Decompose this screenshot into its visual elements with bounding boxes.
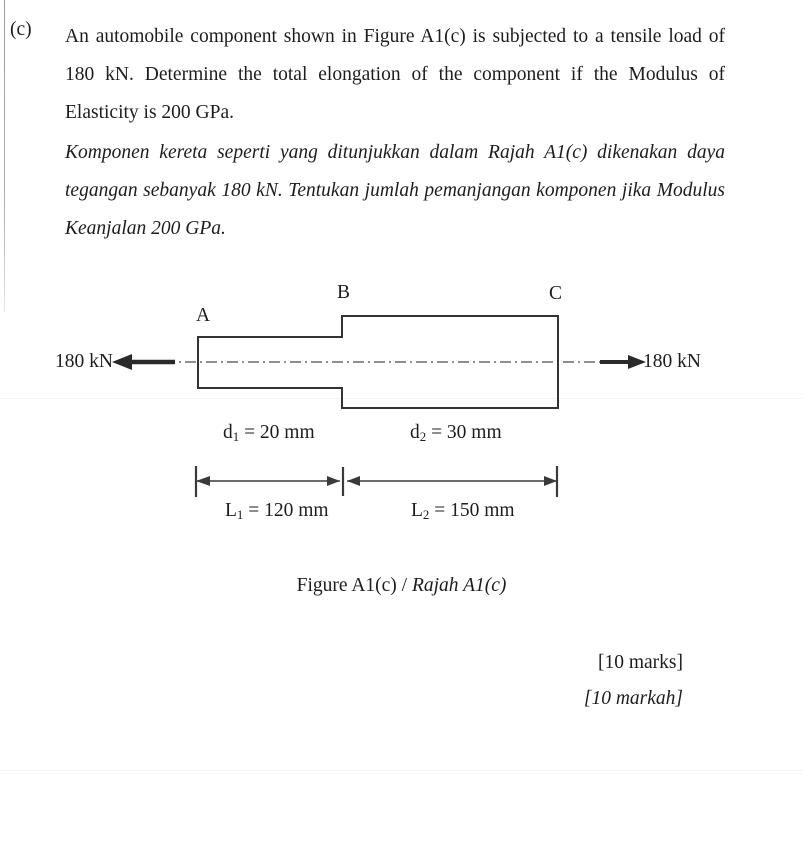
stepped-bar-diagram bbox=[0, 255, 803, 555]
load-label-left: 180 kN bbox=[55, 351, 113, 372]
diameter-1-subscript: 1 bbox=[232, 429, 240, 444]
length-2-symbol: L bbox=[411, 500, 423, 521]
figure-a1c bbox=[0, 255, 803, 555]
figure-caption-english: Figure A1(c) / bbox=[296, 575, 412, 596]
length-1-label bbox=[225, 501, 329, 522]
scan-band-artifact bbox=[0, 770, 803, 771]
marks-block bbox=[584, 645, 683, 717]
question-body bbox=[65, 18, 725, 248]
question-label: (c) bbox=[10, 19, 32, 40]
load-arrow-left bbox=[112, 354, 175, 370]
diameter-2-symbol: d bbox=[410, 422, 420, 443]
diameter-2-subscript: 2 bbox=[419, 429, 427, 444]
length-2-subscript: 2 bbox=[422, 507, 430, 522]
diameter-1-value: = 20 mm bbox=[239, 422, 315, 443]
diameter-2-value: = 30 mm bbox=[426, 422, 502, 443]
node-label-c: C bbox=[549, 283, 563, 304]
dimension-line-l2 bbox=[347, 466, 557, 497]
diameter-2-label bbox=[410, 423, 502, 444]
figure-caption-malay: Rajah A1(c) bbox=[411, 575, 507, 596]
node-label-a: A bbox=[196, 305, 211, 326]
length-2-value: = 150 mm bbox=[429, 500, 515, 521]
marks-english: [10 marks] bbox=[597, 652, 683, 673]
diameter-1-label bbox=[223, 423, 315, 444]
load-label-right: 180 kN bbox=[643, 351, 701, 372]
question-text-malay: Komponen kereta seperti yang ditunjukkan dalam Rajah A1(c) dikenakan daya tegangan sebanyak 180 kN. Tentukan jumlah pemanjangan komponen jika Modulus Keanjalan 200 GPa. bbox=[65, 142, 725, 239]
marks-malay: [10 markah] bbox=[583, 688, 683, 709]
dimension-line-l1 bbox=[196, 466, 340, 497]
length-1-symbol: L bbox=[225, 500, 237, 521]
length-1-value: = 120 mm bbox=[243, 500, 329, 521]
figure-caption bbox=[0, 575, 803, 597]
node-label-b: B bbox=[337, 282, 351, 303]
length-2-label bbox=[411, 501, 515, 522]
length-1-subscript: 1 bbox=[236, 507, 244, 522]
load-arrow-right bbox=[600, 355, 646, 369]
question-text-english: An automobile component shown in Figure A1(c) is subjected to a tensile load of 180 kN. Determine the total elongation of the component if the Modulus of Elasticity is 200 GPa. bbox=[65, 26, 725, 123]
diameter-1-symbol: d bbox=[223, 422, 233, 443]
